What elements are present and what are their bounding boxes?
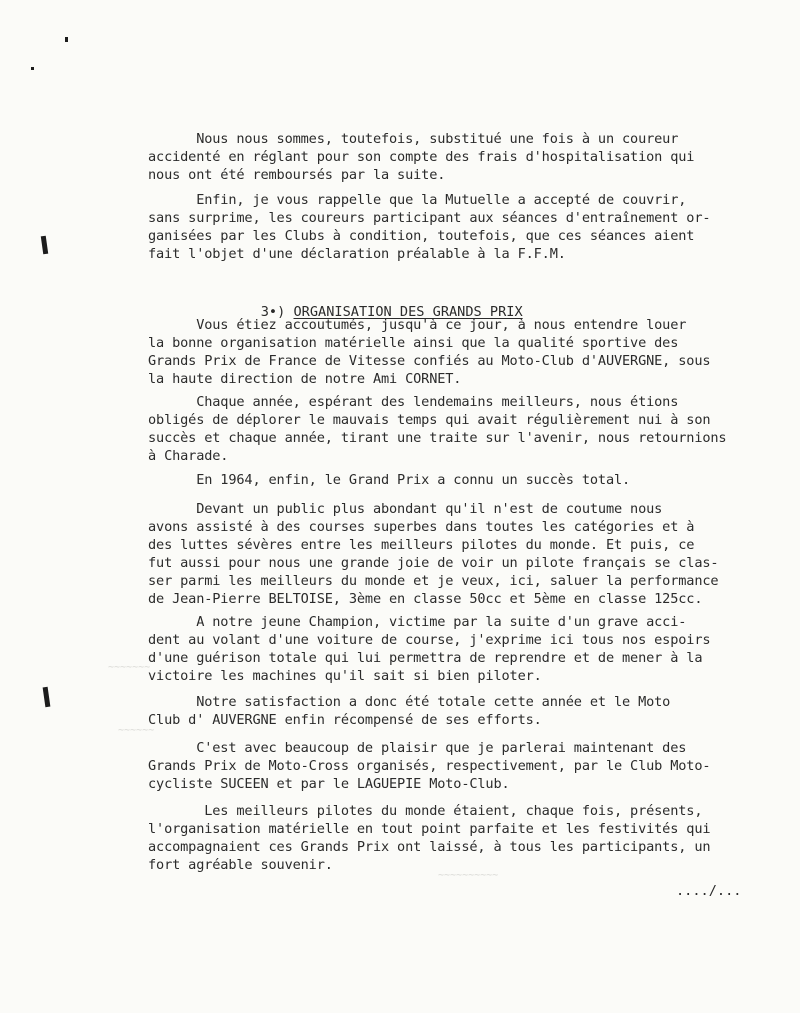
paragraph: [148, 500, 778, 608]
continuation-mark: ..../...: [676, 883, 742, 899]
paragraph: [148, 471, 778, 489]
text-line: succès et chaque année, tirant une traite sur l'avenir, nous retournions: [148, 430, 727, 446]
text-line: ganisées par les Clubs à condition, toutefois, que ces séances aient: [148, 228, 695, 244]
text-line: la haute direction de notre Ami CORNET.: [148, 371, 462, 387]
text-line: avons assisté à des courses superbes dans toutes les catégories et à: [148, 519, 695, 535]
text-line: fait l'objet d'une déclaration préalable à la F.F.M.: [148, 246, 566, 262]
show-through-text: ~~~~~~~: [108, 662, 151, 673]
ink-speck: [65, 37, 68, 42]
binder-hole-mark: [41, 236, 48, 255]
text-line: Notre satisfaction a donc été totale cette année et le Moto: [148, 694, 671, 710]
show-through-text: ~~~~~~~~~~: [438, 870, 499, 881]
section-title: ORGANISATION DES GRANDS PRIX: [293, 304, 523, 320]
text-line: d'une guérison totale qui lui permettra de reprendre et de mener à la: [148, 650, 703, 666]
paragraph: [148, 393, 778, 465]
text-line: la bonne organisation matérielle ainsi que la qualité sportive des: [148, 335, 679, 351]
text-line: ser parmi les meilleurs du monde et je veux, ici, saluer la performance: [148, 573, 719, 589]
text-line: obligés de déplorer le mauvais temps qui avait régulièrement nui à son: [148, 412, 711, 428]
text-line: Club d' AUVERGNE enfin récompensé de ses efforts.: [148, 712, 542, 728]
section-number: 3•): [260, 304, 286, 320]
text-line: des luttes sévères entre les meilleurs pilotes du monde. Et puis, ce: [148, 537, 695, 553]
ink-speck: [31, 67, 34, 70]
text-line: Grands Prix de Moto-Cross organisés, respectivement, par le Club Moto-: [148, 758, 711, 774]
text-line: Enfin, je vous rappelle que la Mutuelle a accepté de couvrir,: [148, 192, 687, 208]
paragraph: [148, 191, 778, 263]
text-line: accidenté en réglant pour son compte des frais d'hospitalisation qui: [148, 149, 695, 165]
text-line: l'organisation matérielle en tout point parfaite et les festivités qui: [148, 821, 711, 837]
paragraph: [148, 316, 778, 388]
text-line: Chaque année, espérant des lendemains meilleurs, nous étions: [148, 394, 679, 410]
paragraph: [148, 739, 778, 793]
text-line: A notre jeune Champion, victime par la suite d'un grave acci-: [148, 614, 687, 630]
text-line: cycliste SUCEEN et par le LAGUEPIE Moto-Club.: [148, 776, 510, 792]
paragraph: [148, 130, 778, 184]
text-line: à Charade.: [148, 448, 229, 464]
binder-hole-mark: [43, 687, 51, 708]
text-line: nous ont été remboursés par la suite.: [148, 167, 446, 183]
text-line: En 1964, enfin, le Grand Prix a connu un succès total.: [148, 472, 631, 488]
text-line: Grands Prix de France de Vitesse confiés au Moto-Club d'AUVERGNE, sous: [148, 353, 711, 369]
text-line: Nous nous sommes, toutefois, substitué une fois à un coureur: [148, 131, 679, 147]
text-line: de Jean-Pierre BELTOISE, 3ème en classe 50cc et 5ème en classe 125cc.: [148, 591, 703, 607]
text-line: fut aussi pour nous une grande joie de voir un pilote français se clas-: [148, 555, 719, 571]
text-line: Les meilleurs pilotes du monde étaient, chaque fois, présents,: [148, 803, 703, 819]
paragraph: [148, 802, 778, 874]
text-line: Devant un public plus abondant qu'il n'est de coutume nous: [148, 501, 663, 517]
text-line: fort agréable souvenir.: [148, 857, 333, 873]
text-line: sans surprime, les coureurs participant aux séances d'entraînement or-: [148, 210, 711, 226]
text-line: accompagnaient ces Grands Prix ont laissé, à tous les participants, un: [148, 839, 711, 855]
show-through-text: ~~~~~~: [118, 725, 155, 736]
text-line: victoire les machines qu'il sait si bien piloter.: [148, 668, 542, 684]
text-line: Vous étiez accoutumés, jusqu'à ce jour, à nous entendre louer: [148, 317, 687, 333]
paragraph: [148, 693, 778, 729]
paragraph: [148, 613, 778, 685]
text-line: C'est avec beaucoup de plaisir que je parlerai maintenant des: [148, 740, 687, 756]
text-line: dent au volant d'une voiture de course, j'exprime ici tous nos espoirs: [148, 632, 711, 648]
